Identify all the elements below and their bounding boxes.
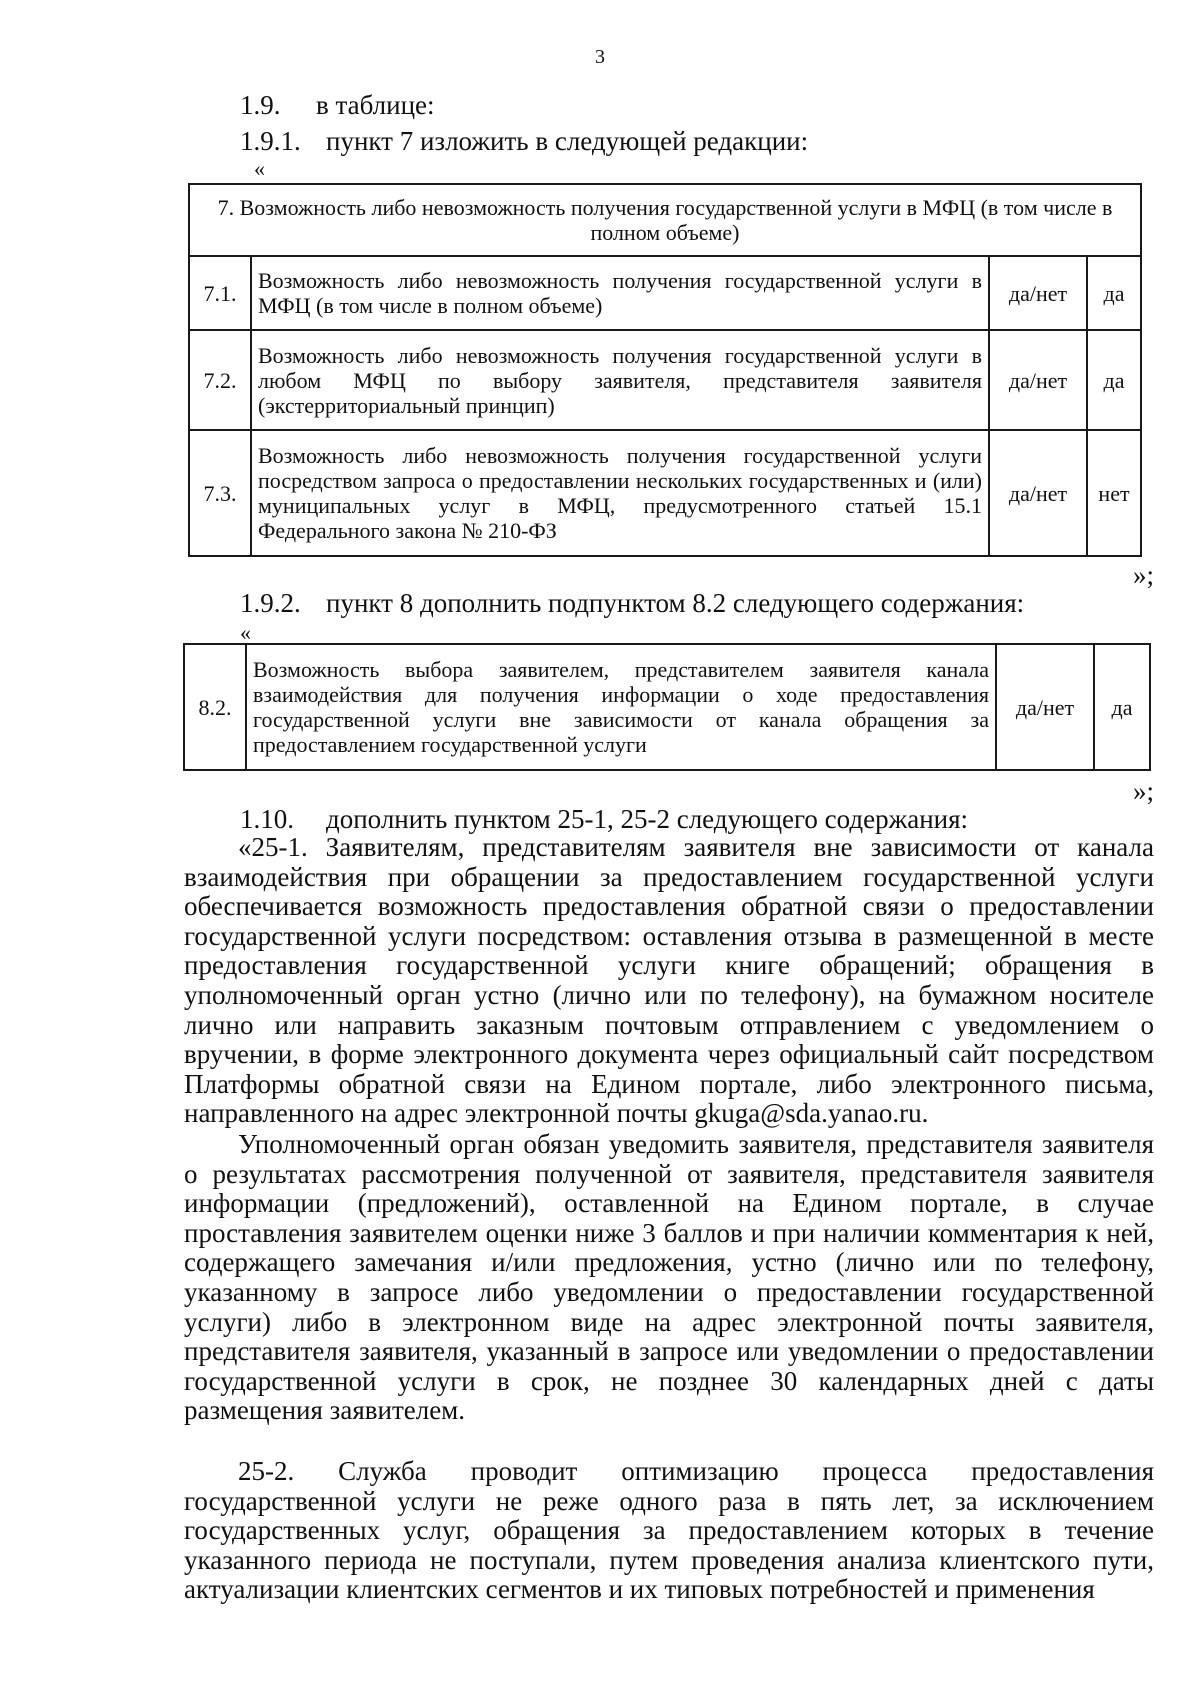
item-number: 1.9.2. — [240, 588, 301, 618]
table-item-7 — [188, 183, 1142, 557]
item-number: 1.9. — [240, 90, 281, 120]
row-text: Возможность либо невозможность получения государственной услуги в МФЦ (в том числе в полном объеме) — [251, 256, 989, 330]
table-item-8 — [183, 643, 1151, 771]
item-text: пункт 7 изложить в следующей редакции: — [326, 126, 809, 156]
table-header: 7. Возможность либо невозможность получения государственной услуги в МФЦ (в том числе в полном объеме) — [189, 184, 1141, 256]
paragraph-text: «25-1. Заявителям, представителям заявителя вне зависимости от канала взаимодействия при обращении за предоставлением государственной услуги обеспечивается возможность предоставления обратной связи о предоставлении государственной услуги посредством: оставления отзыва в размещенной в месте предоставления государственной услуги книге обращений; обращения в уполномоченный орган устно (лично или по телефону), на бумажном носителе лично или направить заказным почтовым отправлением с уведомлением о вручении, в форме электронного документа через официальный сайт посредством Платформы обратной связи на Едином портале, либо электронного письма, направленного на адрес электронной почты gkuga@sda.yanao.ru. — [184, 832, 1154, 1129]
paragraph-authority — [184, 1130, 1154, 1426]
item-1-9-2 — [240, 588, 1024, 618]
open-quote: « — [240, 620, 251, 645]
row-type: да/нет — [996, 644, 1094, 770]
item-text: дополнить пунктом 25-1, 25-2 следующего содержания: — [326, 804, 969, 834]
table-row — [184, 644, 1150, 770]
item-1-9 — [240, 90, 435, 120]
open-quote: « — [254, 156, 265, 181]
row-number: 7.2. — [189, 330, 251, 430]
paragraph-25-1 — [184, 833, 1154, 1129]
row-text: Возможность выбора заявителем, представителем заявителя канала взаимодействия для получения информации о ходе предоставления государственной услуги вне зависимости от канала обращения за предоставлением государственной услуги — [246, 644, 996, 770]
row-value: да — [1094, 644, 1150, 770]
paragraph-text: Уполномоченный орган обязан уведомить заявителя, представителя заявителя о результатах рассмотрения полученной от заявителя, представителя заявителя информации (предложений), оставленной на Едином портале, в случае проставления заявителем оценки ниже 3 баллов и при наличии комментария к ней, содержащего замечания и/или предложения, устно (лично или по телефону, указанному в запросе либо уведомлении о предоставлении государственной услуги) либо в электронном виде на адрес электронной почты заявителя, представителя заявителя, указанный в запросе или уведомлении о предоставлении государственной услуги в срок, не позднее 30 календарных дней с даты размещения заявителем. — [184, 1129, 1154, 1426]
close-quote: »; — [1132, 560, 1154, 590]
row-type: да/нет — [989, 256, 1087, 330]
item-1-9-1 — [240, 126, 808, 156]
row-number: 7.3. — [189, 430, 251, 556]
row-text: Возможность либо невозможность получения государственной услуги посредством запроса о предоставлении нескольких государственных и (или) муниципальных услуг в МФЦ, предусмотренного статьей 15.1 Федерального закона № 210-ФЗ — [251, 430, 989, 556]
row-value: да — [1087, 256, 1141, 330]
row-type: да/нет — [989, 330, 1087, 430]
row-number: 8.2. — [184, 644, 246, 770]
table-row — [189, 430, 1141, 556]
table-row — [189, 330, 1141, 430]
item-number: 1.10. — [240, 804, 294, 834]
item-text: пункт 8 дополнить подпунктом 8.2 следующего содержания: — [326, 588, 1025, 618]
table-header-row — [189, 184, 1141, 256]
paragraph-25-2 — [184, 1457, 1154, 1605]
paragraph-text: 25-2. Служба проводит оптимизацию процесса предоставления государственной услуги не реже одного раза в пять лет, за исключением государственных услуг, обращения за предоставлением которых в течение указанного периода не поступали, путем проведения анализа клиентского пути, актуализации клиентских сегментов и их типовых потребностей и применения — [184, 1456, 1154, 1605]
item-number: 1.9.1. — [240, 126, 301, 156]
close-quote: »; — [1132, 776, 1154, 806]
row-number: 7.1. — [189, 256, 251, 330]
page-number: 3 — [595, 46, 605, 68]
table-row — [189, 256, 1141, 330]
item-1-10 — [240, 804, 968, 834]
row-value: да — [1087, 330, 1141, 430]
row-type: да/нет — [989, 430, 1087, 556]
row-text: Возможность либо невозможность получения государственной услуги в любом МФЦ по выбору заявителя, представителя заявителя (экстерриториальный принцип) — [251, 330, 989, 430]
row-value: нет — [1087, 430, 1141, 556]
item-text: в таблице: — [316, 90, 435, 120]
